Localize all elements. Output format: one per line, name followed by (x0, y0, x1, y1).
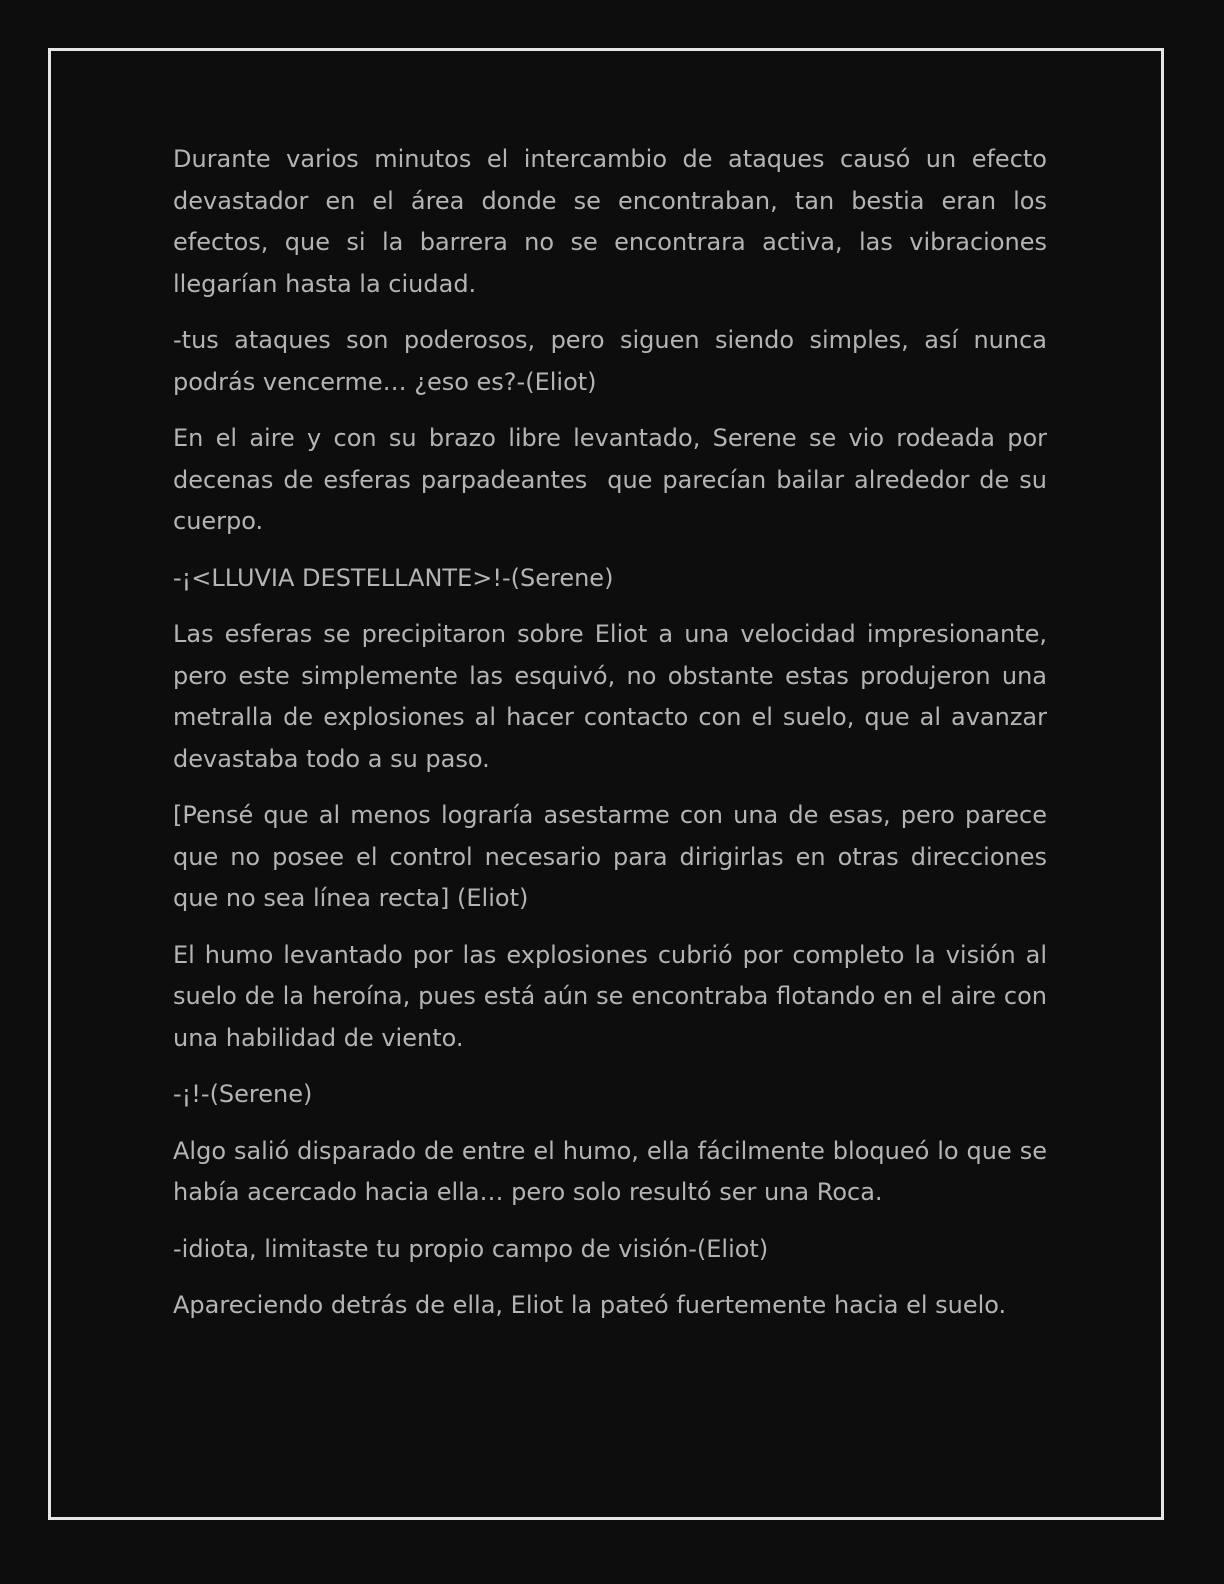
paragraph: En el aire y con su brazo libre levantado, Serene se vio rodeada por decenas de esferas parpadeantes que parecían bailar alrededor de su cuerpo. (173, 424, 1055, 535)
page-frame (48, 48, 1164, 1520)
paragraph: El humo levantado por las explosiones cubrió por completo la visión al suelo de la heroína, pues está aún se encontraba flotando en el aire con una habilidad de viento. (173, 940, 1055, 1052)
paragraph: Algo salió disparado de entre el humo, ella fácilmente bloqueó lo que se había acercado hacia ella… pero solo resultó ser una Roca. (173, 1136, 1055, 1206)
dialogue-line: -tus ataques son poderosos, pero siguen siendo simples, así nunca podrás vencerme… ¿eso es?-(Eliot) (173, 326, 1055, 396)
dialogue-line: -¡<LLUVIA DESTELLANTE>!-(Serene) (173, 563, 614, 592)
dialogue-line: -¡!-(Serene) (173, 1080, 313, 1108)
paragraph: Las esferas se precipitaron sobre Eliot a una velocidad impresionante, pero este simplemente las esquivó, no obstante estas produjeron una metralla de explosiones al hacer contacto con el suelo, que al avanzar devastaba todo a su paso. (173, 620, 1055, 773)
paragraph: Apareciendo detrás de ella, Eliot la pateó fuertemente hacia el suelo. (173, 1291, 1007, 1319)
page-text (173, 139, 1055, 1342)
dialogue-line: -idiota, limitaste tu propio campo de visión-(Eliot) (173, 1234, 769, 1263)
paragraph: Durante varios minutos el intercambio de ataques causó un efecto devastador en el área donde se encontraban, tan bestia eran los efectos, que si la barrera no se encontrara activa, las vibraciones llegarían hasta la ciudad. (173, 145, 1055, 298)
thought-line: [Pensé que al menos lograría asestarme con una de esas, pero parece que no posee el control necesario para dirigirlas en otras direcciones que no sea línea recta] (Eliot) (173, 801, 1055, 912)
